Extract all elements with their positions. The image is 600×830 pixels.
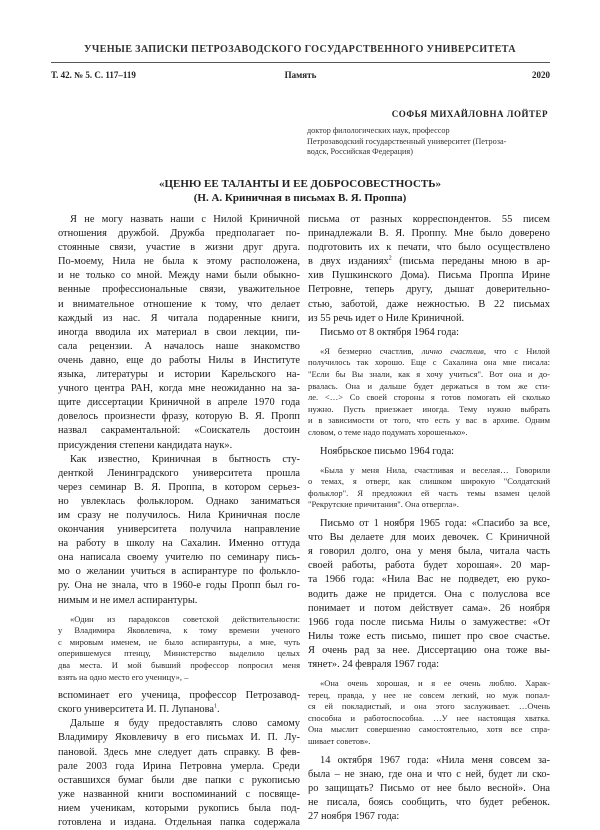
quote-line: Она мыслит совершенно самостоятельно, хотя все спра-: [308, 724, 550, 735]
text-line: назвал сакраментальной: «Соискатель достоин: [58, 425, 300, 437]
text-line: та 1966 года: «Нила Вас не подведет, ею руко-: [308, 574, 550, 586]
text-line: мо о желании учиться в аспирантуре по фолькло-: [58, 566, 300, 578]
text-line: уже названной книги воспоминаний с посвяще-: [58, 788, 300, 800]
text-line: подготовить их к печати, что было осуществлено: [308, 242, 550, 254]
text-line: венные профессиональные связи, уважительное: [58, 284, 300, 296]
footnote-ref[interactable]: 1: [214, 703, 217, 710]
text-line: стью, заботой, даже нежностью. В 22 письмах: [308, 298, 550, 310]
text-line: принадлежали В. Я. Проппу. Мне было доверено: [308, 228, 550, 240]
affiliation-line: Петрозаводский государственный университет (Петроза-: [307, 136, 507, 146]
journal-title: УЧЕНЫЕ ЗАПИСКИ ПЕТРОЗАВОДСКОГО ГОСУДАРСТВЕННОГО УНИВЕРСИТЕТА: [84, 44, 516, 55]
text-line: что Вы делаете для моих девочек. С Криничной: [308, 532, 550, 544]
title-subtitle: (Н. А. Криничная в письмах В. Я. Проппа): [193, 192, 407, 204]
quote-line: шивает советов».: [308, 736, 371, 747]
block-quote: [308, 678, 550, 748]
footnote-ref[interactable]: 2: [388, 255, 392, 262]
text-line: тянет». 24 февраля 1967 года:: [308, 659, 440, 670]
quote-line: ся ей покладистый, и она этого заслуживает. …Очень: [308, 701, 550, 712]
text-line: Дальше я буду предоставлять слово самому: [70, 718, 300, 730]
year: 2020: [532, 70, 550, 80]
text-line: письма от разных корреспондентов. 55 писем: [308, 214, 550, 225]
paragraph: [58, 717, 300, 830]
text-line: Петровне, теперь другу, дышат доверительно-: [308, 284, 550, 296]
text-line: оставшихся бумаг были две папки с рукописью: [58, 774, 300, 786]
text-line: 14 октября 1967 года: «Нила меня совсем за-: [320, 754, 550, 766]
paragraph: [308, 754, 550, 824]
text-line: я говорил долго, она у меня была, читала часть: [308, 546, 550, 558]
text-line: и внимательное отношение к тому, что делает: [58, 298, 300, 310]
text-line: щите диссертации Криничной в апреле 1970 года: [58, 397, 300, 409]
right-column: [308, 213, 550, 824]
text-line: хив Пушкинского Дома). Письма Проппа Ирине: [308, 270, 550, 282]
quote-line: два места. И мой бывший профессор попросил меня: [58, 660, 300, 670]
text-line: водить даже не придется. Она с полуслова все: [308, 588, 550, 600]
text-line: Я не могу назвать наши с Нилой Криничной: [70, 214, 300, 225]
text-line: Письмо от 1 ноября 1965 года: «Спасибо за все,: [320, 518, 550, 530]
header-divider: [51, 62, 550, 63]
paragraph: [58, 213, 300, 453]
paragraph: [308, 213, 550, 326]
text-line: Я очень рад за нее. Диссертацию она тоже вы-: [308, 644, 550, 656]
text-line: языка, литературы и истории Карельского на-: [58, 369, 300, 381]
text-line: довелось произнести фразу, которую В. Я. Пропп: [58, 411, 300, 423]
affiliation-line: доктор филологических наук, профессор: [307, 126, 450, 135]
author-affiliation: [307, 126, 552, 158]
affiliation-line: водск, Российская Федерация): [307, 147, 413, 157]
quote-line: «Один из парадоксов советской действительности:: [70, 613, 300, 624]
text-line: готовлена и издана. Отдельная папка содержала: [58, 817, 300, 829]
block-quote: [58, 614, 300, 684]
text-line: стоянные связи, участие в жизни друг друга.: [58, 242, 300, 254]
quote-line: оперившемуся птенцу, Министерство выделило целых: [58, 648, 300, 659]
text-line: ру. Она не знала, что в 1960-е годы Пропп был го-: [58, 580, 300, 592]
text-line: но увлеклась фольклором. Однако заниматься: [58, 495, 300, 507]
quote-line: "Если бы Вы знали, как я хочу учиться". Вот она и до-: [308, 369, 550, 380]
quote-line: «Я безмерно счастлив, лично счастлив, что с Нилой: [320, 345, 550, 356]
letter-intro: Ноябрьское письмо 1964 года:: [320, 445, 455, 457]
section-name: Память: [284, 70, 317, 80]
text-line: каждый из нас. Я читала подаренные книги,: [58, 312, 300, 324]
text-line: своей работы, работа будет хорошая». 20 мар-: [308, 560, 550, 572]
text-line: ро защищать? Письмо от нее было весной». Она: [308, 782, 550, 794]
quote-line: с мировым именем, не было аспирантуры, а мне, чуть: [58, 636, 300, 647]
paragraph: [58, 689, 300, 717]
text-line: из 55 речь идет о Ниле Криничной.: [308, 312, 465, 324]
text-line: через семинар В. Я. Проппа, в котором серьез-: [58, 481, 300, 493]
text-line: Нилы тоже есть письмо, пишет про свое счастье.: [308, 630, 550, 642]
text-line: на работу в школу на Сахалин. Именно оттуда: [58, 538, 300, 550]
text-line: и не только со мной. Между нами были обыкно-: [58, 270, 300, 282]
quote-line: ле. <…> Со своей стороны я готов помогать ей сколько: [308, 392, 550, 403]
text-line: ского университета И. П. Лупанова$^1$.: [58, 703, 220, 716]
quote-line: получилось так хорошо. Еще с Сахалина она мне писала:: [308, 357, 550, 368]
text-line: она написала своему учителю по семинару пись-: [58, 552, 300, 564]
text-line: учного центра РАН, когда мне неожиданно на за-: [58, 383, 300, 395]
title-main: «ЦЕНЮ ЕЕ ТАЛАНТЫ И ЕЕ ДОБРОСОВЕСТНОСТЬ»: [158, 178, 442, 190]
paragraph: [58, 453, 300, 608]
text-line: 1966 года после письма Нилы о замужестве: «От: [308, 616, 550, 628]
quote-line: взять на одно место его ученицу», –: [58, 671, 189, 682]
text-line: сала рецензии. А началось наше знакомство: [58, 340, 300, 352]
text-line: нимым и не имел аспирантуры.: [58, 594, 198, 606]
article-title: [0, 177, 600, 205]
text-line: присуждения степени кандидата наук».: [58, 439, 233, 451]
text-line: им сразу не получилось. Нила Криничная после: [58, 509, 300, 521]
author-name: СОФЬЯ МИХАЙЛОВНА ЛОЙТЕР: [391, 109, 548, 119]
quote-line: терец, правда, у нее не совсем легкий, но муж попал-: [308, 689, 550, 700]
quote-line: «Она очень хорошая, и я ее очень люблю. Харак-: [320, 678, 550, 689]
citation-bar: [51, 70, 550, 84]
text-line: окончания университета получила направление: [58, 524, 300, 536]
text-line: нием ученикам, которыми рукопись была под-: [58, 802, 300, 814]
quote-line: «Была у меня Нила, счастливая и веселая… Говорили: [320, 464, 550, 475]
citation: Т. 42. № 5. С. 117–119: [51, 70, 136, 80]
quote-line: словом, о теме надо подумать хорошенько».: [308, 427, 468, 437]
quote-line: у Владимира Яковлевича, к тому времени ученого: [58, 625, 300, 636]
block-quote: [308, 346, 550, 439]
text-line: Владимиру Яковлевичу в его письмах И. П. Лу-: [58, 732, 300, 744]
text-line: пановой. Здесь мне следует дать справку. В фев-: [58, 746, 300, 758]
quote-line: о темах, я отверг, как слишком широкую "Солдатский: [308, 476, 550, 487]
quote-line: и в зависимости от того, что есть у вас в архиве. Одним: [308, 415, 550, 426]
text-line: очень давно, еще до работы Нилы в Институте: [58, 354, 300, 366]
text-line: иногда вводила их материал в свои лекции, пи-: [58, 326, 300, 338]
letter-intro: Письмо от 8 октября 1964 года:: [320, 326, 459, 338]
text-line: 27 ноября 1967 года:: [308, 811, 400, 823]
block-quote: [308, 465, 550, 511]
text-line: Как известно, Криничная в бытность сту-: [70, 453, 300, 465]
quote-line: фольклор". Я предложил ей часть темы взамен целой: [308, 487, 550, 498]
text-line: По-моему, Нила не была к этому расположена,: [58, 256, 300, 268]
text-line: вспоминает его ученица, профессор Петрозавод-: [58, 690, 300, 702]
quote-line: способна и работоспособна. …У нее настоящая хватка.: [308, 712, 550, 723]
text-line: понимает и потом действует сама». 26 ноября: [308, 602, 550, 614]
text-line: была – не знаю, где она и что с ней, будет ли ско-: [308, 768, 550, 780]
text-line: в двух изданиях$^2$ (письма переданы мною в ар-: [308, 255, 550, 268]
text-line: не писала, боясь сообщить, что будет ребенок.: [308, 796, 550, 808]
quote-line: нужно. Пусть приезжает иногда. Тему нужно выбрать: [308, 403, 550, 414]
text-line: рале 2003 года Ирина Петровна умерла. Среди: [58, 760, 300, 772]
paragraph: [308, 517, 550, 672]
left-column: [58, 213, 300, 830]
text-line: отношения дружбой. Дружба предполагает по-: [58, 228, 300, 240]
quote-line: "Рекрутские причитания". Она отвергла».: [308, 499, 459, 510]
quote-line: рвалась. Она и дальше будет держаться в том же сти-: [308, 380, 550, 391]
text-line: денткой Ленинградского университета прошла: [58, 467, 300, 479]
